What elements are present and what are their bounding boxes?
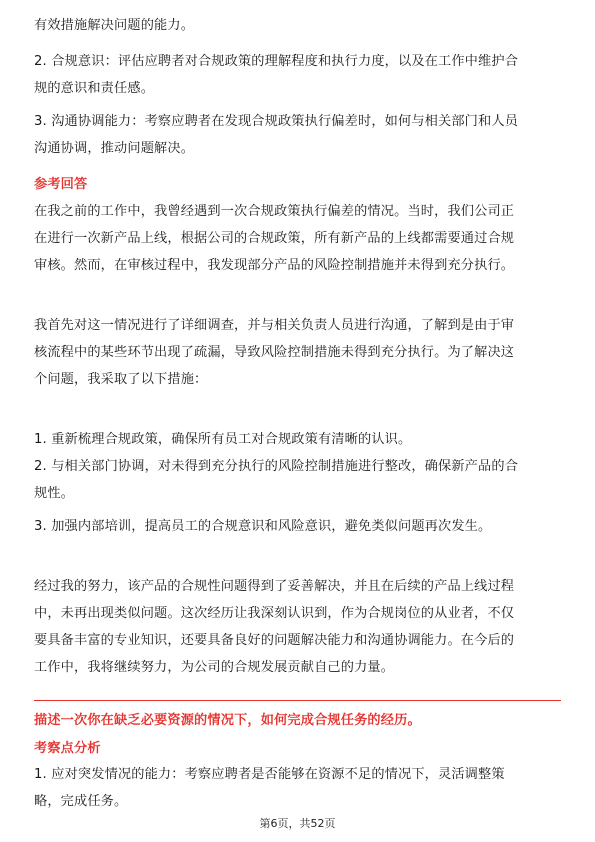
divider	[34, 700, 561, 701]
text-line: 沟通协调，推动问题解决。	[34, 141, 195, 156]
text-line: 中，未再出现类似问题。这次经历让我深刻认识到，作为合规岗位的从业者，不仅	[34, 606, 515, 621]
text-line: 经过我的努力，该产品的合规性问题得到了妥善解决，并且在后续的产品上线过程	[34, 579, 515, 594]
page-number: 第6页，共52页	[259, 817, 336, 830]
list-item: 1. 重新梳理合规政策，确保所有员工对合规政策有清晰的认识。	[34, 432, 412, 447]
section-heading-reference-answer: 参考回答	[34, 177, 88, 192]
text-line: 有效措施解决问题的能力。	[34, 18, 195, 33]
text-line: 2. 合规意识：评估应聘者对合规政策的理解程度和执行力度，以及在工作中维护合	[34, 54, 519, 69]
text-line: 在进行一次新产品上线，根据公司的合规政策，所有新产品的上线都需要通过合规	[34, 231, 515, 246]
list-item: 3. 加强内部培训，提高员工的合规意识和风险意识，避免类似问题再次发生。	[34, 519, 492, 534]
text-line: 核流程中的某些环节出现了疏漏，导致风险控制措施未得到充分执行。为了解决这	[34, 345, 515, 360]
text-line: 我首先对这一情况进行了详细调查，并与相关负责人员进行沟通，了解到是由于审	[34, 318, 515, 333]
section-heading-analysis: 考察点分析	[34, 741, 101, 756]
text-line: 1. 应对突发情况的能力：考察应聘者是否能够在资源不足的情况下，灵活调整策	[34, 767, 505, 782]
text-line: 审核。然而，在审核过程中，我发现部分产品的风险控制措施并未得到充分执行。	[34, 258, 515, 273]
text-line: 3. 沟通协调能力：考察应聘者在发现合规政策执行偏差时，如何与相关部门和人员	[34, 114, 519, 129]
question-title: 描述一次你在缺乏必要资源的情况下，如何完成合规任务的经历。	[34, 713, 421, 728]
list-item: 2. 与相关部门协调，对未得到充分执行的风险控制措施进行整改，确保新产品的合	[34, 459, 519, 474]
text-line: 工作中，我将继续努力，为公司的合规发展贡献自己的力量。	[34, 660, 395, 675]
text-line: 略，完成任务。	[34, 794, 128, 809]
text-line: 规的意识和责任感。	[34, 81, 155, 96]
text-line: 在我之前的工作中，我曾经遇到一次合规政策执行偏差的情况。当时，我们公司正	[34, 204, 515, 219]
text-line: 个问题，我采取了以下措施：	[34, 372, 208, 387]
text-line: 要具备丰富的专业知识，还要具备良好的问题解决能力和沟通协调能力。在今后的	[34, 633, 515, 648]
list-item: 规性。	[34, 486, 75, 501]
